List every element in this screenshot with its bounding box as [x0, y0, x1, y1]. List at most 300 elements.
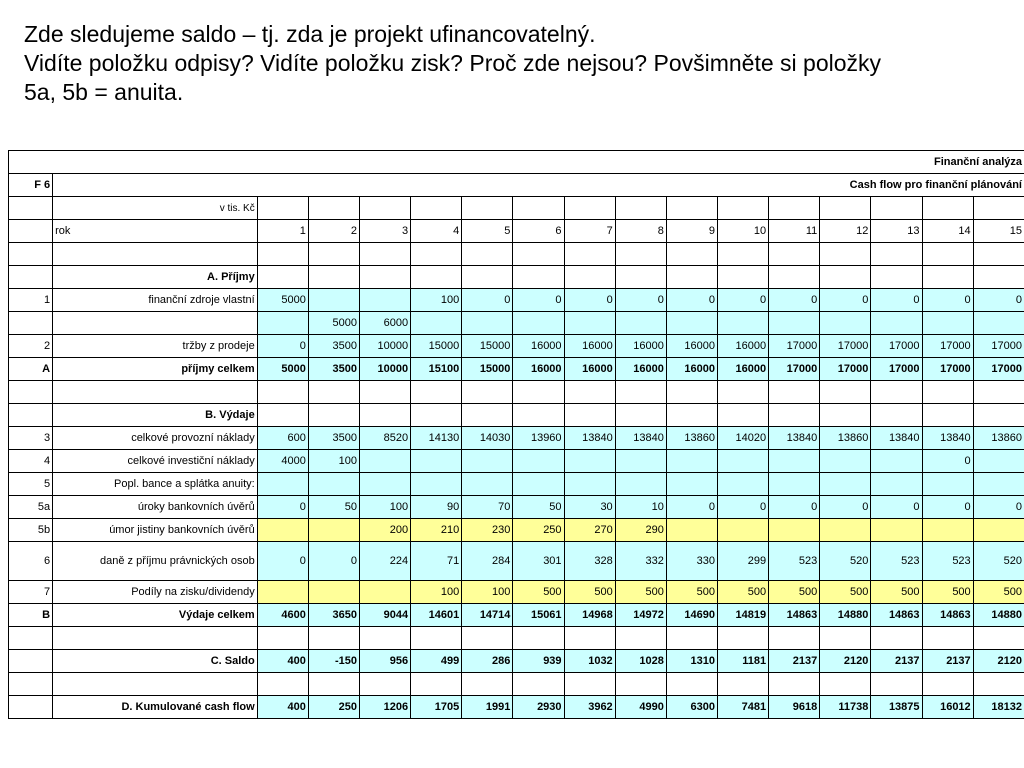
value-cell: 0 [666, 289, 717, 312]
value-cell: 0 [513, 289, 564, 312]
value-cell: 14863 [871, 604, 922, 627]
row-label: celkové provozní náklady [53, 427, 258, 450]
value-cell: 500 [871, 581, 922, 604]
value-cell: 13840 [922, 427, 973, 450]
value-cell [411, 473, 462, 496]
value-cell: 16000 [615, 335, 666, 358]
value-cell [769, 450, 820, 473]
value-cell: 400 [257, 696, 308, 719]
cell [871, 404, 922, 427]
value-cell: 400 [257, 650, 308, 673]
row-code: 1 [9, 289, 53, 312]
value-cell: 500 [769, 581, 820, 604]
table-row [9, 427, 1024, 450]
value-cell: 1991 [462, 696, 513, 719]
value-cell [462, 312, 513, 335]
value-cell: 16000 [666, 358, 717, 381]
value-cell: 0 [922, 450, 973, 473]
cell [666, 197, 717, 220]
value-cell: 0 [820, 496, 871, 519]
cell [359, 197, 410, 220]
value-cell: 14020 [717, 427, 768, 450]
value-cell: 270 [564, 519, 615, 542]
value-cell: 10000 [359, 358, 410, 381]
value-cell: 14819 [717, 604, 768, 627]
year-header-cell: 12 [820, 220, 871, 243]
value-cell: 14968 [564, 604, 615, 627]
value-cell: 17000 [973, 358, 1024, 381]
row-code: 3 [9, 427, 53, 450]
heading-line-2: Vidíte položku odpisy? Vidíte položku zisk? Proč zde nejsou? Povšimněte si položky [24, 50, 882, 76]
table-row [9, 473, 1024, 496]
value-cell: -150 [308, 650, 359, 673]
value-cell: 7481 [717, 696, 768, 719]
value-cell: 2120 [973, 650, 1024, 673]
year-header-cell: 9 [666, 220, 717, 243]
cell [769, 197, 820, 220]
cell [564, 627, 615, 650]
value-cell [922, 473, 973, 496]
cell [513, 243, 564, 266]
cell [257, 673, 308, 696]
section-header-row [9, 266, 1024, 289]
value-cell: 0 [308, 542, 359, 581]
year-header-cell: 4 [411, 220, 462, 243]
row-label: daně z příjmu právnických osob [53, 542, 258, 581]
cell [820, 673, 871, 696]
year-header-cell: 8 [615, 220, 666, 243]
value-cell: 14690 [666, 604, 717, 627]
cell [53, 627, 258, 650]
heading-line-3: 5a, 5b = anuita. [24, 79, 184, 105]
value-cell [513, 450, 564, 473]
value-cell [973, 450, 1024, 473]
value-cell: 13860 [973, 427, 1024, 450]
cell [564, 404, 615, 427]
cell [666, 673, 717, 696]
value-cell: 14880 [820, 604, 871, 627]
value-cell: 16000 [615, 358, 666, 381]
value-cell [564, 473, 615, 496]
value-cell: 14714 [462, 604, 513, 627]
value-cell: 17000 [973, 335, 1024, 358]
value-cell [769, 473, 820, 496]
value-cell: 1028 [615, 650, 666, 673]
value-cell: 100 [411, 289, 462, 312]
cell [9, 404, 53, 427]
row-code: B [9, 604, 53, 627]
cell [717, 266, 768, 289]
value-cell: 956 [359, 650, 410, 673]
cell [615, 197, 666, 220]
year-header-cell: 6 [513, 220, 564, 243]
cell [9, 220, 53, 243]
value-cell: 18132 [973, 696, 1024, 719]
value-cell: 100 [308, 450, 359, 473]
row-label: úroky bankovních úvěrů [53, 496, 258, 519]
value-cell: 210 [411, 519, 462, 542]
row-code: 5b [9, 519, 53, 542]
value-cell [973, 473, 1024, 496]
value-cell: 70 [462, 496, 513, 519]
cell [871, 673, 922, 696]
value-cell: 230 [462, 519, 513, 542]
value-cell [973, 519, 1024, 542]
cell [871, 266, 922, 289]
cell [871, 243, 922, 266]
value-cell [871, 519, 922, 542]
table-subtitle: Cash flow pro finanční plánování [53, 174, 1024, 197]
table-body [9, 151, 1024, 719]
cell [820, 381, 871, 404]
year-label: rok [53, 220, 258, 243]
cell [871, 381, 922, 404]
year-header-cell: 10 [717, 220, 768, 243]
year-header-cell: 5 [462, 220, 513, 243]
value-cell: 14030 [462, 427, 513, 450]
value-cell: 250 [513, 519, 564, 542]
heading-line-1: Zde sledujeme saldo – tj. zda je projekt ufinancovatelný. [24, 21, 596, 47]
value-cell: 100 [462, 581, 513, 604]
value-cell [411, 450, 462, 473]
cell [359, 243, 410, 266]
value-cell [615, 473, 666, 496]
value-cell [564, 312, 615, 335]
value-cell: 500 [922, 581, 973, 604]
value-cell: 13960 [513, 427, 564, 450]
cell [9, 266, 53, 289]
value-cell: 290 [615, 519, 666, 542]
value-cell: 10000 [359, 335, 410, 358]
value-cell [308, 289, 359, 312]
value-cell [615, 450, 666, 473]
cell [308, 673, 359, 696]
value-cell: 1705 [411, 696, 462, 719]
value-cell [871, 473, 922, 496]
value-cell: 1181 [717, 650, 768, 673]
cell [615, 243, 666, 266]
value-cell: 14601 [411, 604, 462, 627]
row-code: 5 [9, 473, 53, 496]
value-cell [717, 519, 768, 542]
value-cell: 500 [666, 581, 717, 604]
cell [513, 381, 564, 404]
row-label: Podíly na zisku/dividendy [53, 581, 258, 604]
value-cell: 5000 [257, 289, 308, 312]
cell [462, 266, 513, 289]
value-cell [359, 581, 410, 604]
value-cell: 2137 [871, 650, 922, 673]
row-code: 7 [9, 581, 53, 604]
cell [922, 243, 973, 266]
cell [973, 404, 1024, 427]
value-cell: 13840 [615, 427, 666, 450]
value-cell: 0 [257, 542, 308, 581]
cell [615, 404, 666, 427]
value-cell: 284 [462, 542, 513, 581]
value-cell: 5000 [257, 358, 308, 381]
value-cell: 17000 [871, 358, 922, 381]
value-cell [308, 473, 359, 496]
cell [615, 381, 666, 404]
row-code: 5a [9, 496, 53, 519]
table-row [9, 542, 1024, 581]
value-cell [615, 312, 666, 335]
cell [820, 627, 871, 650]
cell [53, 381, 258, 404]
value-cell: 499 [411, 650, 462, 673]
cell [359, 404, 410, 427]
value-cell [308, 581, 359, 604]
value-cell: 17000 [922, 335, 973, 358]
cell [411, 404, 462, 427]
cell [257, 266, 308, 289]
cell [257, 381, 308, 404]
cell [922, 627, 973, 650]
row-label: příjmy celkem [53, 358, 258, 381]
cell [53, 673, 258, 696]
value-cell [871, 312, 922, 335]
table-row [9, 312, 1024, 335]
cell [308, 381, 359, 404]
value-cell: 16000 [717, 335, 768, 358]
row-label: Popl. bance a splátka anuity: [53, 473, 258, 496]
value-cell [717, 312, 768, 335]
table-code: F 6 [9, 174, 53, 197]
value-cell: 5000 [308, 312, 359, 335]
value-cell: 299 [717, 542, 768, 581]
row-label: Výdaje celkem [53, 604, 258, 627]
cell [769, 381, 820, 404]
year-header-cell: 3 [359, 220, 410, 243]
cell [308, 197, 359, 220]
row-code: 2 [9, 335, 53, 358]
year-header-cell: 14 [922, 220, 973, 243]
cell [9, 381, 53, 404]
value-cell: 301 [513, 542, 564, 581]
value-cell [922, 519, 973, 542]
year-header-row [9, 220, 1024, 243]
row-label: celkové investiční náklady [53, 450, 258, 473]
value-cell: 500 [820, 581, 871, 604]
cell [9, 197, 53, 220]
row-code: 4 [9, 450, 53, 473]
cell [462, 381, 513, 404]
row-code [9, 696, 53, 719]
value-cell: 71 [411, 542, 462, 581]
value-cell [922, 312, 973, 335]
value-cell [820, 450, 871, 473]
cell [359, 627, 410, 650]
table-row [9, 450, 1024, 473]
value-cell: 15000 [462, 358, 513, 381]
value-cell: 3500 [308, 358, 359, 381]
value-cell: 0 [462, 289, 513, 312]
cell [9, 243, 53, 266]
value-cell: 13860 [666, 427, 717, 450]
cell [615, 673, 666, 696]
cell [717, 673, 768, 696]
value-cell: 500 [717, 581, 768, 604]
cell [820, 243, 871, 266]
value-cell [257, 312, 308, 335]
cell [564, 197, 615, 220]
value-cell [257, 519, 308, 542]
cell [308, 627, 359, 650]
cell [973, 243, 1024, 266]
value-cell: 10 [615, 496, 666, 519]
value-cell [513, 473, 564, 496]
cell [411, 381, 462, 404]
cell [411, 197, 462, 220]
value-cell: 939 [513, 650, 564, 673]
value-cell: 224 [359, 542, 410, 581]
row-code: 6 [9, 542, 53, 581]
cell [615, 627, 666, 650]
cell [717, 381, 768, 404]
value-cell: 2120 [820, 650, 871, 673]
year-header-cell: 2 [308, 220, 359, 243]
value-cell [769, 312, 820, 335]
cell [769, 627, 820, 650]
value-cell: 0 [871, 289, 922, 312]
table-code-row [9, 174, 1024, 197]
value-cell [257, 581, 308, 604]
cell [564, 266, 615, 289]
value-cell: 500 [513, 581, 564, 604]
value-cell: 13860 [820, 427, 871, 450]
cell [769, 266, 820, 289]
cell [973, 266, 1024, 289]
value-cell: 15100 [411, 358, 462, 381]
cell [820, 404, 871, 427]
value-cell: 14130 [411, 427, 462, 450]
spacer-row [9, 627, 1024, 650]
slide-heading [24, 20, 1014, 107]
table-row [9, 650, 1024, 673]
value-cell: 30 [564, 496, 615, 519]
cell [257, 627, 308, 650]
cell [53, 243, 258, 266]
table-row [9, 496, 1024, 519]
table-row [9, 581, 1024, 604]
value-cell: 0 [973, 289, 1024, 312]
value-cell: 0 [973, 496, 1024, 519]
value-cell: 0 [717, 289, 768, 312]
value-cell: 17000 [871, 335, 922, 358]
value-cell: 0 [666, 496, 717, 519]
value-cell: 0 [257, 335, 308, 358]
table-row [9, 519, 1024, 542]
value-cell: 0 [769, 496, 820, 519]
cell [411, 673, 462, 696]
value-cell: 2137 [922, 650, 973, 673]
value-cell [308, 519, 359, 542]
value-cell: 2137 [769, 650, 820, 673]
value-cell [666, 312, 717, 335]
value-cell: 16012 [922, 696, 973, 719]
value-cell: 328 [564, 542, 615, 581]
value-cell: 15061 [513, 604, 564, 627]
value-cell: 13840 [769, 427, 820, 450]
value-cell: 600 [257, 427, 308, 450]
value-cell: 16000 [666, 335, 717, 358]
value-cell [717, 473, 768, 496]
row-label: tržby z prodeje [53, 335, 258, 358]
table-row [9, 335, 1024, 358]
cell [922, 266, 973, 289]
value-cell: 17000 [922, 358, 973, 381]
value-cell: 330 [666, 542, 717, 581]
table-row [9, 358, 1024, 381]
value-cell: 14880 [973, 604, 1024, 627]
cell [717, 243, 768, 266]
value-cell: 3500 [308, 427, 359, 450]
value-cell: 3500 [308, 335, 359, 358]
cell [973, 627, 1024, 650]
year-header-cell: 11 [769, 220, 820, 243]
value-cell [564, 450, 615, 473]
value-cell [820, 312, 871, 335]
value-cell [257, 473, 308, 496]
value-cell: 90 [411, 496, 462, 519]
cell [973, 673, 1024, 696]
value-cell: 1206 [359, 696, 410, 719]
value-cell: 16000 [513, 358, 564, 381]
value-cell: 500 [973, 581, 1024, 604]
cell [9, 673, 53, 696]
cell [820, 197, 871, 220]
year-header-cell: 1 [257, 220, 308, 243]
value-cell: 17000 [769, 358, 820, 381]
cell [513, 404, 564, 427]
cell [666, 243, 717, 266]
cell [564, 673, 615, 696]
cell [359, 266, 410, 289]
cell [973, 197, 1024, 220]
cell [513, 266, 564, 289]
cell [257, 404, 308, 427]
value-cell: 0 [922, 289, 973, 312]
unit-row [9, 197, 1024, 220]
row-label [53, 312, 258, 335]
value-cell: 17000 [820, 335, 871, 358]
value-cell: 0 [922, 496, 973, 519]
year-header-cell: 7 [564, 220, 615, 243]
cell [769, 673, 820, 696]
cell [513, 673, 564, 696]
cell [513, 197, 564, 220]
value-cell: 15000 [462, 335, 513, 358]
value-cell: 100 [359, 496, 410, 519]
value-cell: 16000 [564, 358, 615, 381]
value-cell: 6000 [359, 312, 410, 335]
value-cell: 500 [615, 581, 666, 604]
value-cell: 9044 [359, 604, 410, 627]
cell [564, 381, 615, 404]
cell [257, 243, 308, 266]
value-cell [871, 450, 922, 473]
cell [769, 243, 820, 266]
value-cell [513, 312, 564, 335]
table-title-row [9, 151, 1024, 174]
value-cell: 14863 [769, 604, 820, 627]
table-row [9, 604, 1024, 627]
value-cell: 16000 [717, 358, 768, 381]
value-cell [462, 473, 513, 496]
value-cell: 523 [769, 542, 820, 581]
cell [666, 627, 717, 650]
